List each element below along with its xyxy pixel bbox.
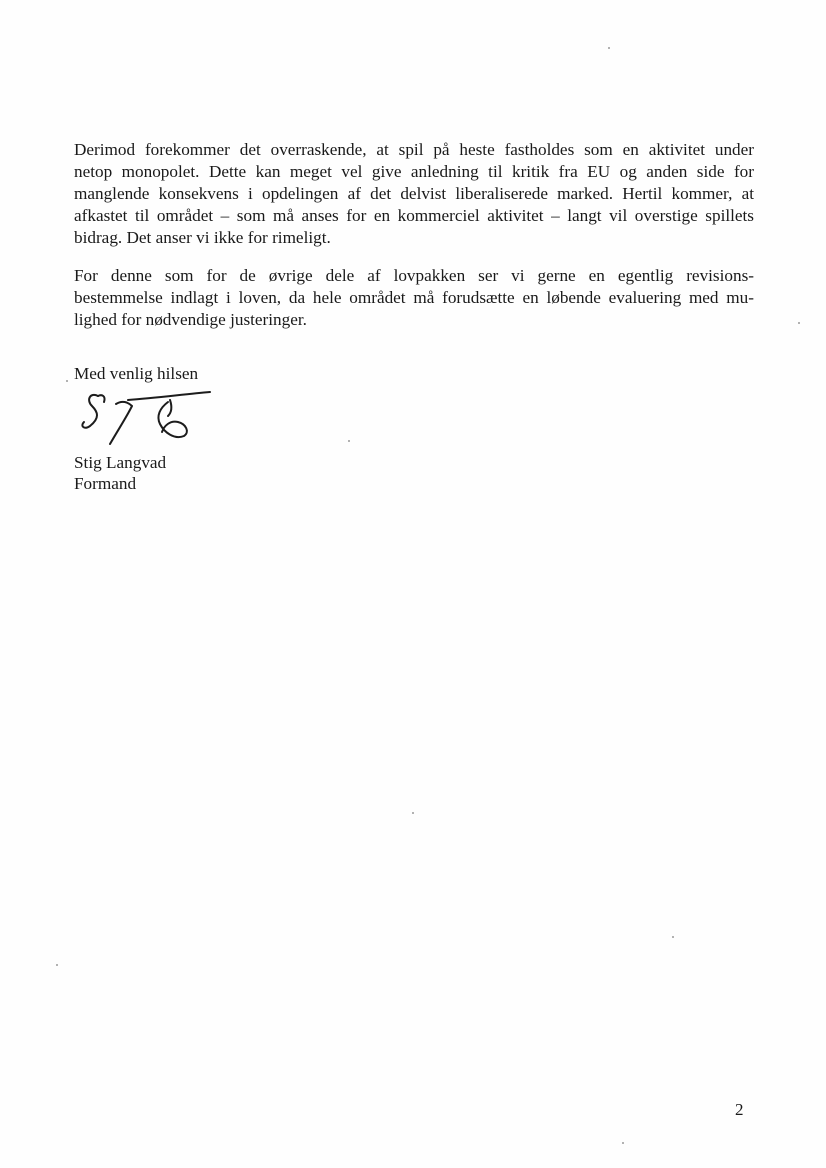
scan-speck [66, 380, 68, 382]
scan-speck [412, 812, 414, 814]
closing: Med venlig hilsen [74, 364, 199, 383]
paragraph-2-line-1: For denne som for de øvrige dele af lovpakken ser vi gerne en egentlig revisions- [74, 266, 754, 285]
paragraph-1-line-1: Derimod forekommer det overraskende, at spil på heste fastholdes som en aktivitet under [74, 140, 754, 159]
scan-speck [56, 964, 58, 966]
handwritten-signature [76, 382, 226, 454]
scan-speck [622, 1142, 624, 1144]
paragraph-1-line-2: netop monopolet. Dette kan meget vel give anledning til kritik fra EU og anden side for [74, 162, 754, 181]
scan-speck [798, 322, 800, 324]
paragraph-2-line-3: lighed for nødvendige justeringer. [74, 310, 307, 329]
paragraph-2-line-2: bestemmelse indlagt i loven, da hele området må forudsætte en løbende evaluering med mu- [74, 288, 754, 307]
scan-speck [608, 47, 610, 49]
paragraph-1-line-5: bidrag. Det anser vi ikke for rimeligt. [74, 228, 331, 247]
signer-title: Formand [74, 474, 137, 493]
paragraph-1-line-3: manglende konsekvens i opdelingen af det delvist liberaliserede marked. Hertil kommer, at [74, 184, 754, 203]
scan-speck [348, 440, 350, 442]
scan-speck [672, 936, 674, 938]
paragraph-1-line-4: afkastet til området – som må anses for en kommerciel aktivitet – langt vil overstige spillets [74, 206, 754, 225]
page-number: 2 [735, 1100, 744, 1119]
signer-name: Stig Langvad [74, 453, 167, 472]
